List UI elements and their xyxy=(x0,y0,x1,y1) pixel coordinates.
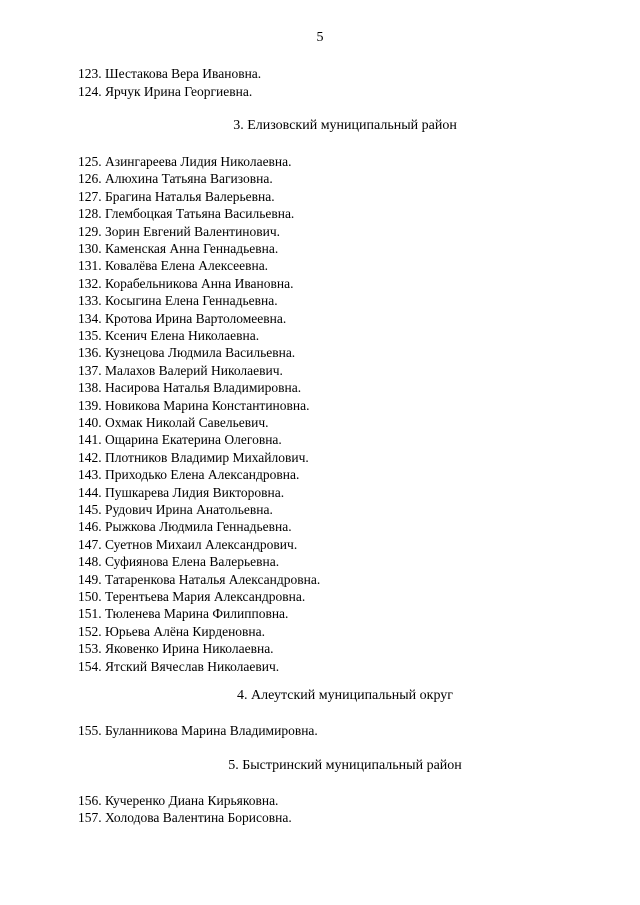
list-item: 130. Каменская Анна Геннадьевна. xyxy=(78,241,279,256)
list-item: 129. Зорин Евгений Валентинович. xyxy=(78,223,281,239)
list-item: 145. Рудович Ирина Анатольевна. xyxy=(78,502,273,517)
list-item: 134. Кротова Ирина Вартоломеевна. xyxy=(78,310,287,326)
list-item: 148. Суфиянова Елена Валерьевна. xyxy=(78,554,280,570)
list-item: 140. Охмак Николай Савельевич. xyxy=(78,415,269,430)
list-item: 127. Брагина Наталья Валерьевна. xyxy=(78,188,275,204)
list-item: 124. Ярчук Ирина Георгиевна. xyxy=(78,84,253,99)
list-item: 133. Косыгина Елена Геннадьевна. xyxy=(78,293,278,309)
list-item: 153. Яковенко Ирина Николаевна. xyxy=(78,641,274,657)
list-item: 126. Алюхина Татьяна Вагизовна. xyxy=(78,171,273,187)
list-item: 132. Корабельникова Анна Ивановна. xyxy=(78,275,294,291)
list-item: 149. Татаренкова Наталья Александровна. xyxy=(78,571,321,587)
list-item: 125. Азингареева Лидия Николаевна. xyxy=(78,154,292,169)
section-heading: 3. Елизовский муниципальный район xyxy=(233,118,457,133)
list-item: 155. Буланникова Марина Владимировна. xyxy=(78,723,318,738)
list-item: 146. Рыжкова Людмила Геннадьевна. xyxy=(78,519,292,535)
list-item: 135. Ксенич Елена Николаевна. xyxy=(78,328,260,343)
list-item: 123. Шестакова Вера Ивановна. xyxy=(78,66,262,81)
list-item: 138. Насирова Наталья Владимировна. xyxy=(78,380,302,396)
list-item: 157. Холодова Валентина Борисовна. xyxy=(78,810,292,826)
list-item: 144. Пушкарева Лидия Викторовна. xyxy=(78,484,285,500)
list-item: 143. Приходько Елена Александровна. xyxy=(78,467,300,483)
list-item: 139. Новикова Марина Константиновна. xyxy=(78,397,310,413)
list-item: 150. Терентьева Мария Александровна. xyxy=(78,589,306,604)
section-heading: 5. Быстринский муниципальный район xyxy=(228,758,462,773)
list-item: 141. Ощарина Екатерина Олеговна. xyxy=(78,432,282,448)
list-item: 147. Суетнов Михаил Александрович. xyxy=(78,536,298,552)
list-item: 136. Кузнецова Людмила Васильевна. xyxy=(78,345,296,361)
list-item: 154. Ятский Вячеслав Николаевич. xyxy=(78,658,280,674)
section-heading: 4. Алеутский муниципальный округ xyxy=(236,688,454,703)
list-item: 137. Малахов Валерий Николаевич. xyxy=(78,362,283,378)
page-number: 5 xyxy=(316,30,324,45)
list-item: 128. Глембоцкая Татьяна Васильевна. xyxy=(78,206,295,222)
list-item: 131. Ковалёва Елена Алексеевна. xyxy=(78,258,269,274)
list-item: 151. Тюленева Марина Филипповна. xyxy=(78,606,289,622)
list-item: 156. Кучеренко Диана Кирьяковна. xyxy=(78,793,279,808)
list-item: 152. Юрьева Алёна Кирденовна. xyxy=(78,623,266,639)
list-item: 142. Плотников Владимир Михайлович. xyxy=(78,449,309,465)
